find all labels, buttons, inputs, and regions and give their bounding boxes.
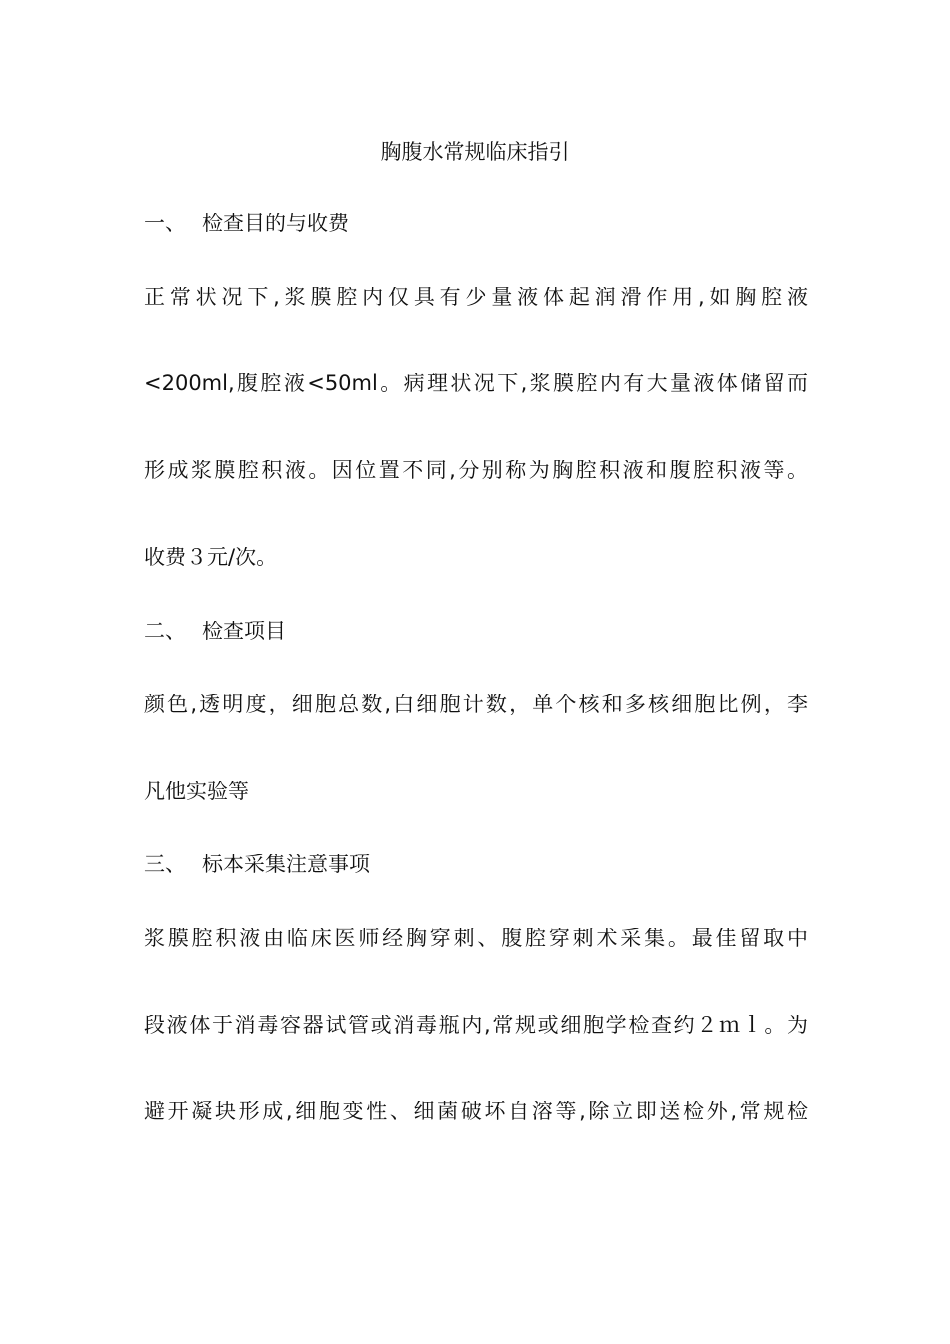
section-heading [144, 854, 808, 875]
section-heading [144, 621, 808, 642]
section-heading-text: 标本采集注意事项 [202, 854, 370, 875]
section-number: 三、 [144, 854, 186, 875]
section-number: 一、 [144, 213, 186, 234]
section-number: 二、 [144, 621, 186, 642]
section-heading-text: 检查项目 [202, 621, 286, 642]
paragraph-line: 避开凝块形成,细胞变性、细菌破坏自溶等,除立即送检外,常规检 [144, 1101, 808, 1122]
paragraph-line: 形成浆膜腔积液。因位置不同,分别称为胸腔积液和腹腔积液等。 [144, 460, 808, 481]
paragraph-line: 正常状况下,浆膜腔内仅具有少量液体起润滑作用,如胸腔液 [144, 287, 808, 308]
document-title: 胸腹水常规临床指引 [380, 140, 570, 164]
paragraph-line: 颜色,透明度，细胞总数,白细胞计数，单个核和多核细胞比例，李 [144, 694, 808, 715]
paragraph-line: 凡他实验等 [144, 781, 249, 802]
paragraph-line: 段液体于消毒容器试管或消毒瓶内,常规或细胞学检查约２ｍｌ。为 [144, 1015, 808, 1036]
section-heading-text: 检查目的与收费 [202, 213, 349, 234]
section-heading [144, 213, 808, 234]
paragraph-line: <200ml,腹腔液<50ml。病理状况下,浆膜腔内有大量液体储留而 [144, 373, 808, 394]
paragraph-line: 收费３元/次。 [144, 547, 278, 568]
paragraph-line: 浆膜腔积液由临床医师经胸穿刺、腹腔穿刺术采集。最佳留取中 [144, 928, 808, 949]
